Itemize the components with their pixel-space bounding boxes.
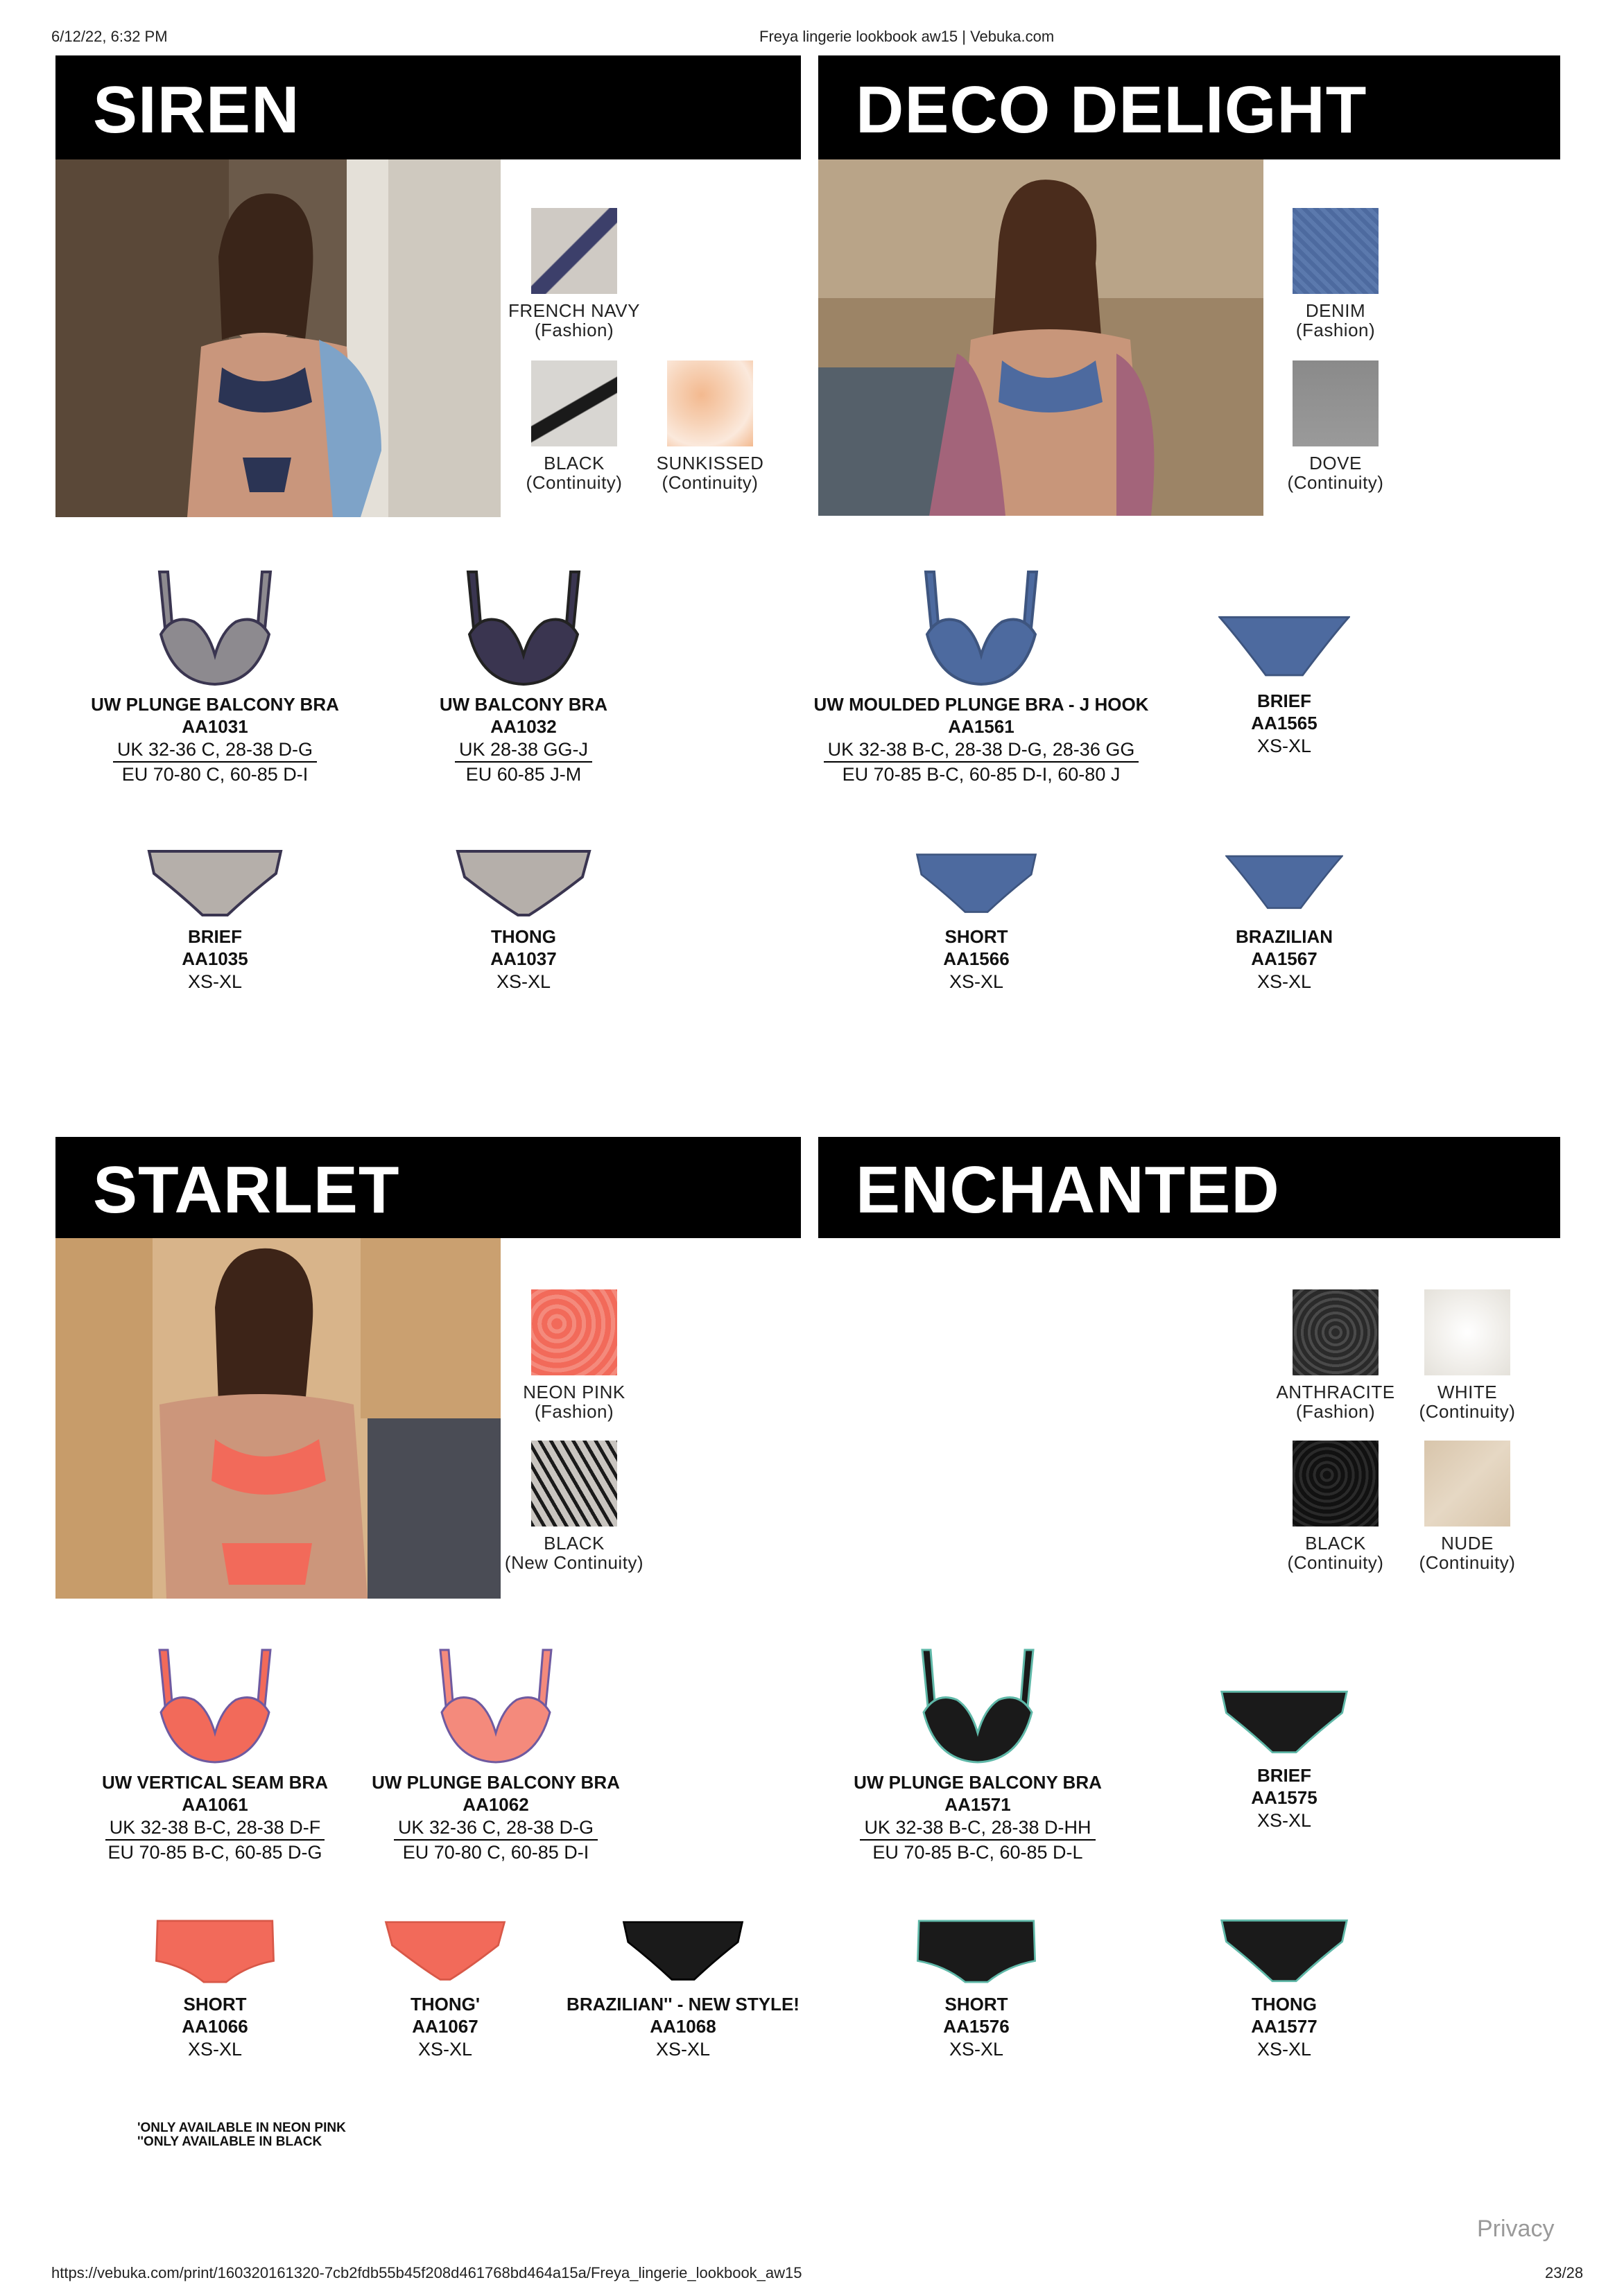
bra-thumbnail xyxy=(447,565,600,690)
swatch-nude xyxy=(1424,1441,1510,1527)
thong-thumbnail xyxy=(1218,1913,1350,1990)
swatch-white xyxy=(1424,1289,1510,1375)
product-deco-brief: BRIEF AA1565 XS-XL xyxy=(1194,610,1374,758)
swatch-label-sunkissed: SUNKISSED (Continuity) xyxy=(656,453,764,493)
swatch-label-neon-pink: NEON PINK (Fashion) xyxy=(523,1382,625,1422)
brief-thumbnail xyxy=(1218,1685,1350,1761)
product-starlet-short: SHORT AA1066 XS-XL xyxy=(125,1913,305,2061)
starlet-model-photo xyxy=(55,1238,501,1599)
swatch-black-new-continuity xyxy=(531,1441,617,1527)
product-enchanted-brief: BRIEF AA1575 XS-XL xyxy=(1194,1685,1374,1832)
product-deco-moulded-plunge-bra: UW MOULDED PLUNGE BRA - J HOOK AA1561 UK 32-38 B-C, 28-38 D-G, 28-36 GG EU 70-85 B-C, 60-85 D-I, 60-80 J xyxy=(811,565,1151,786)
short-thumbnail xyxy=(153,1913,277,1990)
product-siren-brief: BRIEF AA1035 XS-XL xyxy=(125,846,305,993)
footnote-neon-pink: 'ONLY AVAILABLE IN NEON PINK xyxy=(137,2121,346,2135)
thong-thumbnail xyxy=(383,1913,508,1990)
print-url: https://vebuka.com/print/160320161320-7cb2fdb55b45f208d461768bd464a15a/Freya_lingerie_lookbook_aw15 xyxy=(51,2264,802,2281)
swatch-anthracite xyxy=(1293,1289,1379,1375)
brief-thumbnail xyxy=(1218,610,1350,686)
swatch-label-denim: DENIM (Fashion) xyxy=(1295,300,1376,340)
bra-thumbnail xyxy=(139,565,291,690)
product-deco-short: SHORT AA1566 XS-XL xyxy=(886,846,1066,993)
swatch-label-black: BLACK (Continuity) xyxy=(526,453,623,493)
brazilian-thumbnail xyxy=(621,1913,745,1990)
product-siren-plunge-balcony-bra: UW PLUNGE BALCONY BRA AA1031 UK 32-36 C, 28-38 D-G EU 70-80 C, 60-85 D-I xyxy=(76,565,354,786)
product-starlet-vertical-seam-bra: UW VERTICAL SEAM BRA AA1061 UK 32-38 B-C, 28-38 D-F EU 70-85 B-C, 60-85 D-G xyxy=(76,1643,354,1864)
siren-model-photo xyxy=(55,159,501,517)
swatch-label-black-enchanted: BLACK (Continuity) xyxy=(1287,1533,1384,1573)
bra-thumbnail xyxy=(420,1643,572,1768)
swatch-label-nude: NUDE (Continuity) xyxy=(1419,1533,1516,1573)
product-siren-thong: THONG AA1037 XS-XL xyxy=(433,846,614,993)
swatch-neon-pink xyxy=(531,1289,617,1375)
swatch-label-dove: DOVE (Continuity) xyxy=(1287,453,1384,493)
swatch-black xyxy=(531,360,617,446)
deco-delight-model-photo xyxy=(818,159,1263,516)
product-siren-balcony-bra: UW BALCONY BRA AA1032 UK 28-38 GG-J EU 60-85 J-M xyxy=(388,565,659,786)
privacy-link[interactable]: Privacy xyxy=(1477,2216,1555,2242)
footnote-black: ''ONLY AVAILABLE IN BLACK xyxy=(137,2134,322,2149)
swatch-label-french-navy: FRENCH NAVY (Fashion) xyxy=(508,300,640,340)
section-title-siren: SIREN xyxy=(55,55,801,159)
product-starlet-brazilian: BRAZILIAN'' - NEW STYLE! AA1068 XS-XL xyxy=(555,1913,811,2061)
swatch-dove xyxy=(1293,360,1379,446)
bra-thumbnail xyxy=(901,1643,1054,1768)
section-title-enchanted: ENCHANTED xyxy=(818,1137,1560,1238)
brazilian-thumbnail xyxy=(1225,846,1343,922)
swatch-sunkissed xyxy=(667,360,753,446)
product-deco-brazilian: BRAZILIAN AA1567 XS-XL xyxy=(1194,846,1374,993)
print-page-title: Freya lingerie lookbook aw15 | Vebuka.com xyxy=(759,28,1055,45)
bra-thumbnail xyxy=(905,565,1057,690)
swatch-denim xyxy=(1293,208,1379,294)
swatch-black-enchanted xyxy=(1293,1441,1379,1527)
product-starlet-plunge-balcony-bra: UW PLUNGE BALCONY BRA AA1062 UK 32-36 C, 28-38 D-G EU 70-80 C, 60-85 D-I xyxy=(361,1643,631,1864)
swatch-french-navy xyxy=(531,208,617,294)
section-title-deco-delight: DECO DELIGHT xyxy=(818,55,1560,159)
brief-thumbnail xyxy=(146,846,284,922)
product-starlet-thong: THONG' AA1067 XS-XL xyxy=(355,1913,535,2061)
swatch-label-white: WHITE (Continuity) xyxy=(1419,1382,1516,1422)
product-enchanted-plunge-balcony-bra: UW PLUNGE BALCONY BRA AA1571 UK 32-38 B-C, 28-38 D-HH EU 70-85 B-C, 60-85 D-L xyxy=(839,1643,1116,1864)
print-datetime: 6/12/22, 6:32 PM xyxy=(51,28,168,45)
product-enchanted-thong: THONG AA1577 XS-XL xyxy=(1194,1913,1374,2061)
bra-thumbnail xyxy=(139,1643,291,1768)
section-title-starlet: STARLET xyxy=(55,1137,801,1238)
short-thumbnail xyxy=(914,1913,1039,1990)
swatch-label-black-new-continuity: BLACK (New Continuity) xyxy=(504,1533,644,1573)
swatch-label-anthracite: ANTHRACITE (Fashion) xyxy=(1276,1382,1395,1422)
product-enchanted-short: SHORT AA1576 XS-XL xyxy=(886,1913,1066,2061)
print-page-number: 23/28 xyxy=(1545,2264,1584,2281)
short-thumbnail xyxy=(914,846,1039,922)
thong-thumbnail xyxy=(454,846,593,922)
